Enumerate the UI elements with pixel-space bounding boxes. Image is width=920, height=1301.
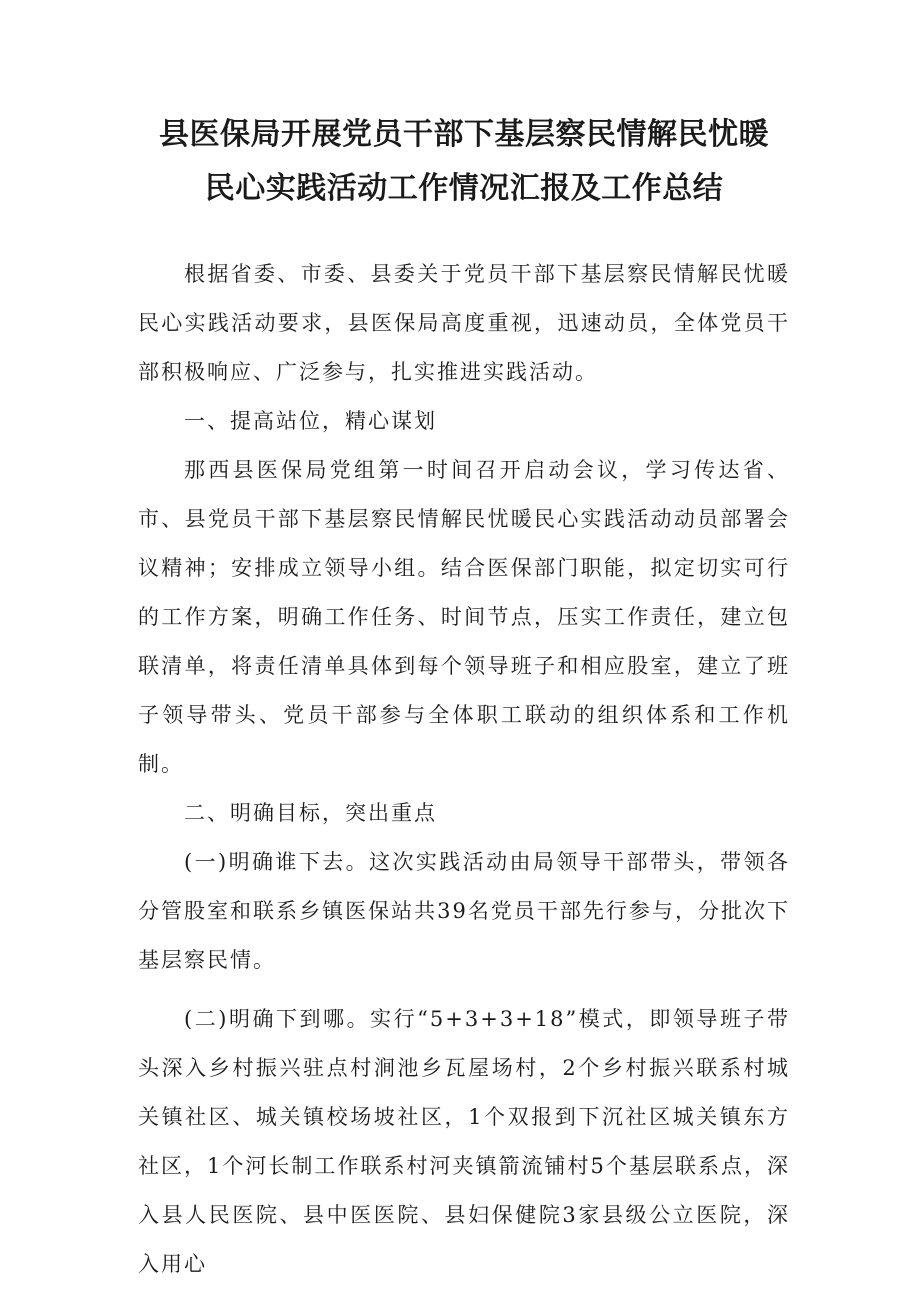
subsection-paragraph-2: (二)明确下到哪。实行“5+3+3+18”模式，即领导班子带头深入乡村振兴驻点村涧池乡瓦屋场村，2个乡村振兴联系村城关镇社区、城关镇校场坡社区，1个双报到下沉社区城关镇东方社区，1个河长制工作联系村河夹镇箭流铺村5个基层联系点，深入县人民医院、县中医医院、县妇保健院3家县级公立医院，深入用心 [138,1007,790,1276]
document-title [138,108,790,216]
document-body [138,250,790,1289]
title-line-2: 民心实践活动工作情况汇报及工作总结 [204,171,724,206]
section-heading-2: 二、明确目标，突出重点 [184,801,437,825]
intro-paragraph: 根据省委、市委、县委关于党员干部下基层察民情解民忧暖民心实践活动要求，县医保局高度重视，迅速动员，全体党员干部积极响应、广泛参与，扎实推进实践活动。 [138,262,790,384]
subsection-paragraph-1: (一)明确谁下去。这次实践活动由局领导干部带头，带领各分管股室和联系乡镇医保站共39名党员干部先行参与，分批次下基层察民情。 [138,850,790,972]
title-line-1: 县医保局开展党员干部下基层察民情解民忧暖 [159,117,769,152]
section-1-paragraph: 那西县医保局党组第一时间召开启动会议，学习传达省、市、县党员干部下基层察民情解民忧暖民心实践活动动员部署会议精神；安排成立领导小组。结合医保部门职能，拟定切实可行的工作方案，明确工作任务、时间节点，压实工作责任，建立包联清单，将责任清单具体到每个领导班子和相应股室，建立了班子领导带头、党员干部参与全体职工联动的组织体系和工作机制。 [138,458,790,776]
section-heading-1: 一、提高站位，精心谋划 [184,409,437,433]
